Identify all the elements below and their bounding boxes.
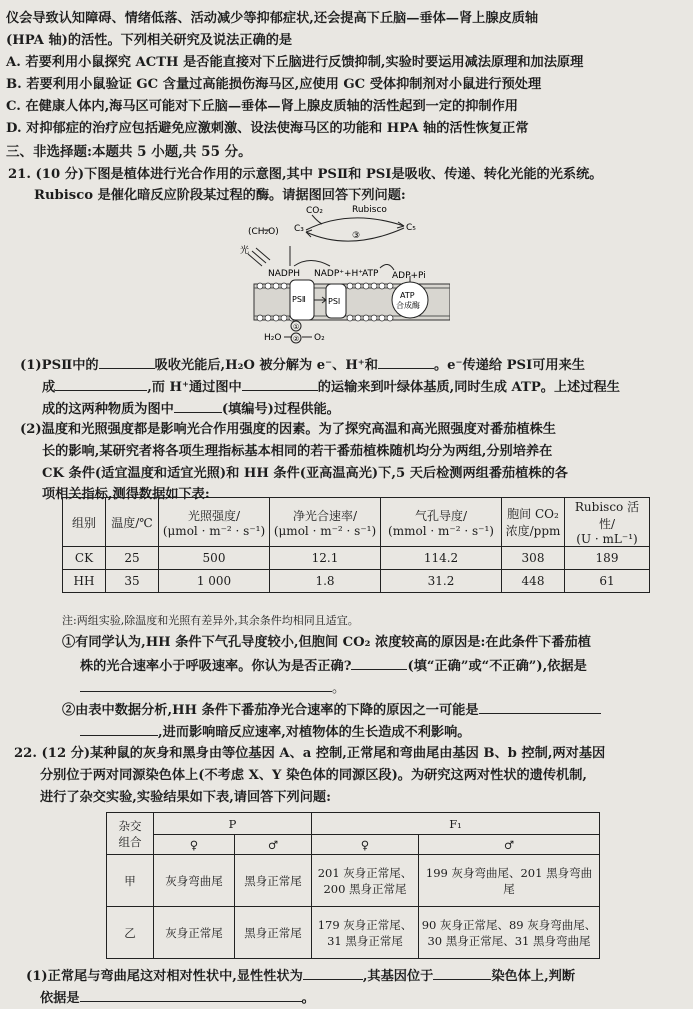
c5-label: C₅ bbox=[406, 223, 416, 233]
q21-sub2-line1: ②由表中数据分析,HH 条件下番茄净光合速率的下降的原因之一可能是 bbox=[62, 700, 601, 720]
q20-option-a: A. 若要利用小鼠探究 ACTH 是否能直接对下丘脑进行反馈抑制,实验时要运用减法原理和加法原理 bbox=[6, 55, 584, 70]
q20-option-c: C. 在健康人体内,海马区可能对下丘脑—垂体—肾上腺皮质轴的活性起到一定的抑制作用 bbox=[6, 99, 518, 114]
step-3-label: ③ bbox=[352, 231, 361, 241]
q20-line1: 仪会导致认知障碍、情绪低落、活动减少等抑郁症状,还会提高下丘脑—垂体—肾上腺皮质轴 bbox=[6, 11, 539, 26]
answer-blank[interactable] bbox=[479, 700, 601, 714]
q22-intro-1: 22. (12 分)某种鼠的灰身和黑身由等位基因 A、a 控制,正常尾和弯曲尾由基因 B、b 控制,两对基因 bbox=[14, 746, 606, 761]
o2-label: O₂ bbox=[314, 333, 325, 343]
q21-part1-line2: 成 ,而 H⁺通过图中 的运输来到叶绿体基质,同时生成 ATP。上述过程生 bbox=[42, 377, 620, 397]
q20-option-d: D. 对抑郁症的治疗应包括避免应激刺激、设法使海马区的功能和 HPA 轴的活性恢复正常 bbox=[6, 121, 529, 136]
light-label: 光 bbox=[240, 246, 250, 256]
step-2-label: ② bbox=[293, 335, 300, 343]
q20-line2: (HPA 轴)的活性。下列相关研究及说法正确的是 bbox=[6, 33, 293, 48]
answer-blank[interactable] bbox=[80, 678, 332, 692]
answer-blank[interactable] bbox=[99, 355, 155, 369]
adp-label: ADP+Pi bbox=[392, 271, 426, 281]
q21-part2-line1: (2)温度和光照强度都是影响光合作用强度的因素。为了探究高温和高光照强度对番茄植株生 bbox=[20, 422, 556, 437]
table-note: 注:两组实验,除温度和光照有差异外,其余条件均相同且适宜。 bbox=[62, 614, 359, 627]
nadph-label: NADPH bbox=[268, 269, 301, 279]
q22-intro-3: 进行了杂交实验,实验结果如下表,请回答下列问题: bbox=[40, 790, 331, 805]
data-table-1 bbox=[62, 497, 650, 593]
q22-intro-2: 分别位于两对同源染色体上(不考虑 X、Y 染色体的同源区段)。为研究这两对性状的遗传机制, bbox=[40, 768, 588, 783]
section-heading: 三、非选择题:本题共 5 小题,共 55 分。 bbox=[6, 144, 252, 160]
answer-blank[interactable] bbox=[433, 966, 491, 980]
answer-blank[interactable] bbox=[80, 988, 302, 1002]
ps2-label: PSⅡ bbox=[292, 295, 306, 304]
table-row: HH 35 1 000 1.8 31.2 448 61 bbox=[63, 570, 650, 593]
table-row: 乙 灰身正常尾 黑身正常尾 179 灰身正常尾、 31 黑身正常尾 90 灰身正常尾、89 灰身弯曲尾、 30 黑身正常尾、31 黑身弯曲尾 bbox=[107, 907, 600, 959]
table-header-row: 组别 温度/℃ 光照强度/ (μmol · m⁻² · s⁻¹) 净光合速率/ (μmol · m⁻² · s⁻¹) 气孔导度/ (mmol · m⁻² · s⁻¹) 胞间 CO₂ 浓度/ppm Rubisco 活性/ (U · mL⁻¹) bbox=[63, 498, 650, 547]
ch2o-label: (CH₂O) bbox=[248, 227, 279, 237]
atp-label: ATP bbox=[362, 269, 379, 279]
cross-table: 杂交 组合 P F₁ ♀ ♂ ♀ ♂ 甲 灰身弯曲尾 黑身正常尾 201 灰身正常尾、 200 黑身正常尾 199 灰身弯曲尾、201 黑身弯曲尾 乙 灰身正常尾 黑身正常尾 179 灰身正常尾、 31 黑身正常尾 90 灰身正常尾、89 灰身弯曲尾、 30 黑身正常尾、31 黑身弯曲尾 bbox=[106, 812, 600, 959]
c3-label: C₃ bbox=[294, 224, 304, 234]
q22-part1-line1: (1)正常尾与弯曲尾这对相对性状中,显性性状为 ,其基因位于 染色体上,判断 bbox=[26, 966, 575, 986]
table-row: CK 25 500 12.1 114.2 308 189 bbox=[63, 547, 650, 570]
co2-label: CO₂ bbox=[306, 206, 323, 216]
q21-sub2-line2: ,进而影响暗反应速率,对植物体的生长造成不利影响。 bbox=[80, 722, 471, 742]
q21-part2-line4: 项相关指标,测得数据如下表: bbox=[42, 487, 210, 502]
ps1-label: PSⅠ bbox=[328, 297, 341, 306]
q21-part2-line3: CK 条件(适宜温度和适宜光照)和 HH 条件(亚高温高光)下,5 天后检测两组番茄植株的各 bbox=[42, 466, 568, 481]
answer-blank[interactable] bbox=[174, 399, 222, 413]
male-symbol: ♂ bbox=[419, 835, 600, 855]
q21-part1-line3: 成的这两种物质为图中 (填编号)过程供能。 bbox=[42, 399, 340, 419]
nadp-label: NADP⁺+H⁺ bbox=[314, 269, 364, 279]
answer-blank[interactable] bbox=[55, 377, 147, 391]
q21-part2-line2: 长的影响,某研究者将各项生理指标基本相同的若干番茄植株随机均分为两组,分别培养在 bbox=[42, 444, 553, 459]
atp-synthase-label-1: ATP bbox=[400, 291, 415, 300]
step-1-label: ① bbox=[293, 323, 300, 331]
q21-part1-line1: (1)PSⅡ中的 吸收光能后,H₂O 被分解为 e⁻、H⁺和 。e⁻传递给 PSⅠ可用来生 bbox=[20, 355, 585, 375]
rubisco-label: Rubisco bbox=[352, 205, 387, 215]
q21-sub1-line3: 。 bbox=[80, 678, 345, 698]
h2o-label: H₂O bbox=[264, 333, 282, 343]
photosynthesis-diagram bbox=[240, 200, 450, 348]
female-symbol: ♀ bbox=[154, 835, 235, 855]
atp-synthase-label-2: 合成酶 bbox=[396, 301, 420, 310]
q21-intro-1: 21. (10 分)下图是植体进行光合作用的示意图,其中 PSⅡ和 PSⅠ是吸收、传递、转化光能的光系统。 bbox=[8, 167, 603, 182]
answer-blank[interactable] bbox=[351, 656, 407, 670]
answer-blank[interactable] bbox=[378, 355, 434, 369]
q20-option-b: B. 若要利用小鼠验证 GC 含量过高能损伤海马区,应使用 GC 受体抑制剂对小鼠进行预处理 bbox=[6, 77, 542, 92]
answer-blank[interactable] bbox=[80, 722, 158, 736]
answer-blank[interactable] bbox=[303, 966, 363, 980]
q21-sub1-line1: ①有同学认为,HH 条件下气孔导度较小,但胞间 CO₂ 浓度较高的原因是:在此条件下番茄植 bbox=[62, 635, 591, 650]
q21-intro-2: Rubisco 是催化暗反应阶段某过程的酶。请据图回答下列问题: bbox=[34, 188, 406, 203]
answer-blank[interactable] bbox=[242, 377, 318, 391]
q22-part1-line2: 依据是 。 bbox=[40, 988, 315, 1008]
q21-sub1-line2: 株的光合速率小于呼吸速率。你认为是否正确? (填“正确”或“不正确”),依据是 bbox=[80, 656, 587, 676]
table-row: 甲 灰身弯曲尾 黑身正常尾 201 灰身正常尾、 200 黑身正常尾 199 灰身弯曲尾、201 黑身弯曲尾 bbox=[107, 855, 600, 907]
male-symbol: ♂ bbox=[235, 835, 312, 855]
female-symbol: ♀ bbox=[312, 835, 419, 855]
